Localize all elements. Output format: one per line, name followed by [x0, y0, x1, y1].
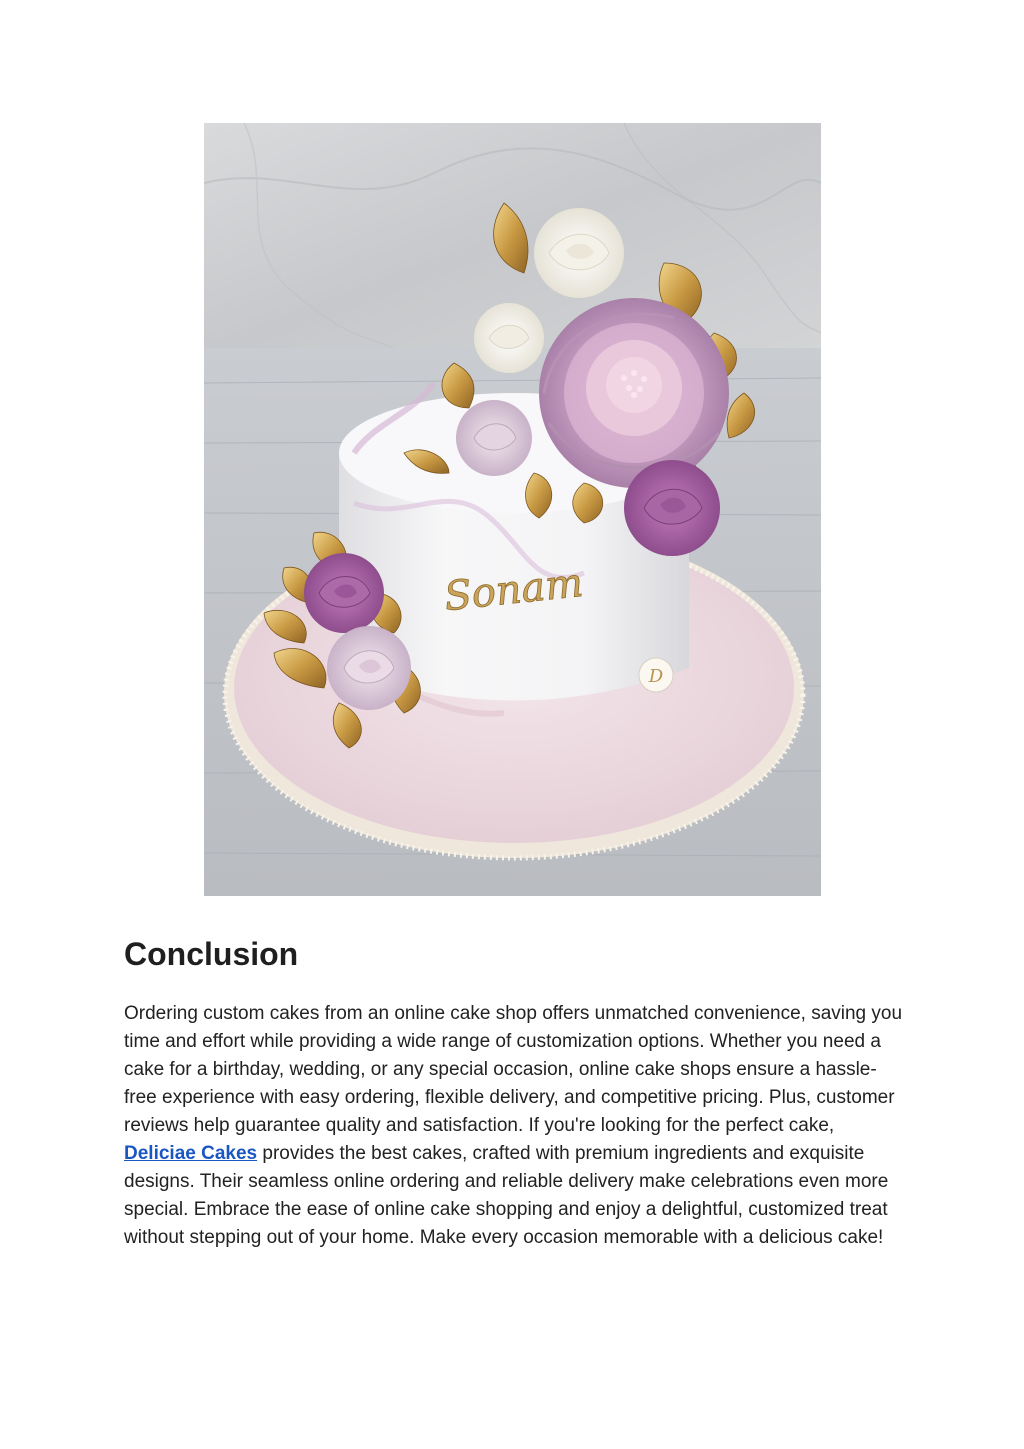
cake-photo	[204, 123, 821, 896]
deliciae-cakes-link[interactable]: Deliciae Cakes	[124, 1143, 258, 1164]
paragraph-text-part-1: Ordering custom cakes from an online cake shop offers unmatched convenience, saving you time and effort while providing a wide range of customization options. Whether you need a cake for a birthday, wedding, or any special occasion, online cake shops ensure a hassle-free experience with easy ordering, flexible delivery, and competitive pricing. Plus, customer reviews help guarantee quality and satisfaction. If you're looking for the perfect cake,	[124, 1003, 903, 1136]
monogram-lettering: D	[648, 666, 664, 687]
cake-name-lettering: Sonam	[442, 559, 586, 621]
conclusion-heading: Conclusion	[124, 936, 299, 972]
cake-illustration	[204, 123, 821, 896]
conclusion-paragraph	[124, 1000, 904, 1252]
paragraph-text-part-2: provides the best cakes, crafted with premium ingredients and exquisite designs. Their seamless online ordering and reliable delivery make celebrations even more special. Embrace the ease of online cake shopping and enjoy a delightful, customized treat without stepping out of your home. Make every occasion memorable with a delicious cake!	[124, 1143, 889, 1248]
